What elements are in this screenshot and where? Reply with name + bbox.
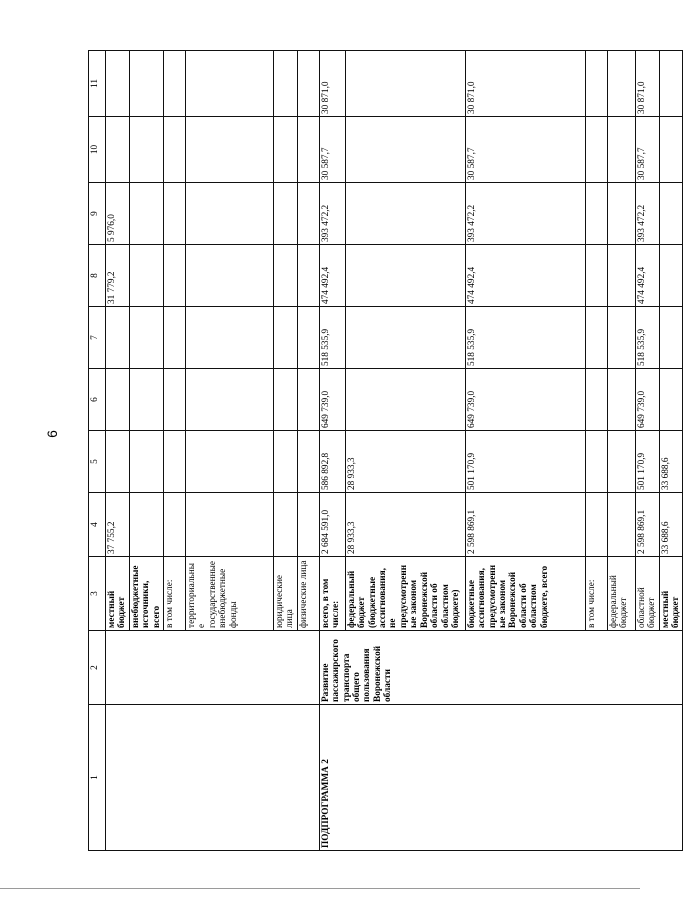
value-cell bbox=[585, 493, 607, 557]
row-label: юридические лица bbox=[274, 557, 298, 631]
col-header: 8 bbox=[89, 245, 106, 307]
value-cell bbox=[186, 431, 274, 493]
value-cell bbox=[274, 307, 298, 369]
row-label: федеральный бюджет bbox=[607, 557, 635, 631]
value-cell bbox=[186, 183, 274, 245]
rotated-page bbox=[88, 51, 682, 851]
value-cell bbox=[164, 307, 186, 369]
value-cell bbox=[274, 117, 298, 183]
value-cell bbox=[274, 245, 298, 307]
value-cell bbox=[345, 183, 465, 245]
value-cell bbox=[585, 245, 607, 307]
value-cell bbox=[274, 369, 298, 431]
empty-cell bbox=[106, 631, 320, 705]
empty-cell bbox=[106, 705, 320, 851]
value-cell bbox=[585, 369, 607, 431]
value-cell bbox=[106, 117, 130, 183]
value-cell: 649 739,0 bbox=[635, 369, 659, 431]
value-cell bbox=[607, 51, 635, 117]
value-cell: 501 170,9 bbox=[465, 431, 585, 493]
value-cell bbox=[129, 51, 163, 117]
value-cell bbox=[585, 51, 607, 117]
value-cell bbox=[297, 431, 319, 493]
value-cell bbox=[164, 369, 186, 431]
value-cell: 518 535,9 bbox=[319, 307, 345, 369]
value-cell bbox=[585, 307, 607, 369]
value-cell: 30 871,0 bbox=[319, 51, 345, 117]
row-label: федеральный бюджет (бюджетные ассигнования, не предусмотренные законом Воронежской области об областном бюджете) bbox=[345, 557, 465, 631]
page-bottom-line bbox=[0, 888, 640, 889]
value-cell: 28 933,3 bbox=[345, 431, 465, 493]
value-cell: 37 755,2 bbox=[106, 493, 130, 557]
value-cell bbox=[186, 117, 274, 183]
row-label: в том числе: bbox=[585, 557, 607, 631]
value-cell bbox=[659, 369, 683, 431]
value-cell: 393 472,2 bbox=[319, 183, 345, 245]
value-cell: 33 688,6 bbox=[659, 493, 683, 557]
row-label: местный бюджет bbox=[659, 557, 683, 631]
value-cell: 474 492,4 bbox=[635, 245, 659, 307]
value-cell: 586 892,8 bbox=[319, 431, 345, 493]
table-row bbox=[106, 51, 130, 851]
value-cell: 2 598 869,1 bbox=[635, 493, 659, 557]
value-cell: 2 684 591,0 bbox=[319, 493, 345, 557]
value-cell bbox=[607, 369, 635, 431]
value-cell: 30 871,0 bbox=[635, 51, 659, 117]
value-cell bbox=[297, 369, 319, 431]
row-label: всего, в том числе: bbox=[319, 557, 345, 631]
value-cell: 28 933,3 bbox=[345, 493, 465, 557]
subprogram-label: ПОДПРОГРАММА 2 bbox=[319, 705, 683, 851]
col-header: 5 bbox=[89, 431, 106, 493]
value-cell bbox=[106, 431, 130, 493]
value-cell bbox=[659, 183, 683, 245]
value-cell: 5 976,0 bbox=[106, 183, 130, 245]
value-cell bbox=[345, 245, 465, 307]
row-label: в том числе: bbox=[164, 557, 186, 631]
header-row bbox=[89, 51, 106, 851]
value-cell: 30 587,7 bbox=[319, 117, 345, 183]
value-cell: 31 779,2 bbox=[106, 245, 130, 307]
value-cell bbox=[274, 51, 298, 117]
value-cell: 518 535,9 bbox=[635, 307, 659, 369]
value-cell bbox=[659, 117, 683, 183]
value-cell bbox=[607, 431, 635, 493]
value-cell bbox=[129, 307, 163, 369]
value-cell bbox=[345, 307, 465, 369]
value-cell bbox=[274, 431, 298, 493]
value-cell bbox=[186, 493, 274, 557]
value-cell bbox=[297, 307, 319, 369]
row-label: местный бюджет bbox=[106, 557, 130, 631]
value-cell: 393 472,2 bbox=[635, 183, 659, 245]
value-cell bbox=[186, 51, 274, 117]
value-cell bbox=[585, 117, 607, 183]
row-label: физические лица bbox=[297, 557, 319, 631]
value-cell bbox=[345, 369, 465, 431]
value-cell bbox=[106, 51, 130, 117]
value-cell: 518 535,9 bbox=[465, 307, 585, 369]
value-cell: 474 492,4 bbox=[465, 245, 585, 307]
value-cell bbox=[274, 493, 298, 557]
value-cell bbox=[129, 369, 163, 431]
row-label: бюджетные ассигнования, предусмотренные законом Воронежской области об областном бюджете, всего bbox=[465, 557, 585, 631]
value-cell bbox=[164, 51, 186, 117]
value-cell bbox=[106, 307, 130, 369]
col-header: 3 bbox=[89, 557, 106, 631]
value-cell bbox=[186, 369, 274, 431]
value-cell: 393 472,2 bbox=[465, 183, 585, 245]
page-number: 6 bbox=[44, 430, 60, 438]
col-header: 10 bbox=[89, 117, 106, 183]
value-cell bbox=[607, 117, 635, 183]
value-cell bbox=[607, 183, 635, 245]
row-label: областной бюджет bbox=[635, 557, 659, 631]
value-cell: 30 587,7 bbox=[635, 117, 659, 183]
value-cell bbox=[129, 183, 163, 245]
value-cell bbox=[186, 307, 274, 369]
value-cell bbox=[186, 245, 274, 307]
value-cell bbox=[164, 183, 186, 245]
value-cell bbox=[345, 117, 465, 183]
value-cell: 474 492,4 bbox=[319, 245, 345, 307]
value-cell bbox=[659, 245, 683, 307]
col-header: 11 bbox=[89, 51, 106, 117]
table-row bbox=[319, 51, 345, 851]
col-header: 6 bbox=[89, 369, 106, 431]
value-cell bbox=[297, 51, 319, 117]
value-cell bbox=[659, 51, 683, 117]
col-header: 7 bbox=[89, 307, 106, 369]
value-cell bbox=[164, 245, 186, 307]
value-cell bbox=[106, 369, 130, 431]
value-cell bbox=[659, 307, 683, 369]
value-cell bbox=[164, 117, 186, 183]
col-header: 1 bbox=[89, 705, 106, 851]
value-cell: 30 871,0 bbox=[465, 51, 585, 117]
row-label: территориальные государственные внебюджетные фонды bbox=[186, 557, 274, 631]
value-cell bbox=[607, 307, 635, 369]
value-cell bbox=[585, 431, 607, 493]
value-cell: 501 170,9 bbox=[635, 431, 659, 493]
row-label: внебюджетные источники, всего bbox=[129, 557, 163, 631]
value-cell bbox=[297, 493, 319, 557]
value-cell: 33 688,6 bbox=[659, 431, 683, 493]
value-cell: 649 739,0 bbox=[319, 369, 345, 431]
col-header: 4 bbox=[89, 493, 106, 557]
value-cell bbox=[164, 431, 186, 493]
subprogram-name: Развитие пассажирского транспорта общего пользования Воронежской области bbox=[319, 631, 683, 705]
value-cell bbox=[345, 51, 465, 117]
value-cell bbox=[585, 183, 607, 245]
value-cell bbox=[607, 245, 635, 307]
value-cell bbox=[274, 183, 298, 245]
value-cell bbox=[129, 431, 163, 493]
value-cell: 2 598 869,1 bbox=[465, 493, 585, 557]
value-cell bbox=[129, 117, 163, 183]
value-cell bbox=[129, 245, 163, 307]
value-cell bbox=[297, 245, 319, 307]
col-header: 2 bbox=[89, 631, 106, 705]
value-cell bbox=[297, 117, 319, 183]
col-header: 9 bbox=[89, 183, 106, 245]
value-cell: 30 587,7 bbox=[465, 117, 585, 183]
value-cell bbox=[607, 493, 635, 557]
value-cell: 649 739,0 bbox=[465, 369, 585, 431]
value-cell bbox=[297, 183, 319, 245]
budget-table bbox=[88, 50, 683, 851]
value-cell bbox=[129, 493, 163, 557]
value-cell bbox=[164, 493, 186, 557]
